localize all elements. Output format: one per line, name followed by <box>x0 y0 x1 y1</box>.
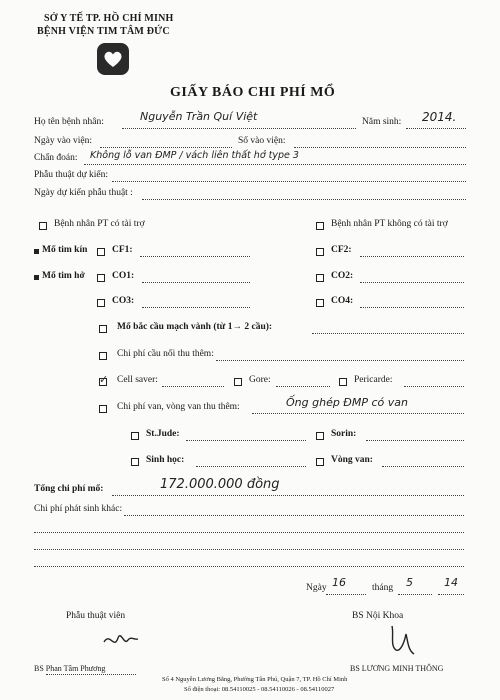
bio-line <box>196 466 306 467</box>
day-line <box>326 594 366 595</box>
ring-checkbox[interactable] <box>316 458 324 466</box>
footer-address: Số 4 Nguyễn Lương Bằng, Phường Tân Phú, Quận 7, TP. Hồ Chí Minh <box>162 676 348 683</box>
cf2-line <box>360 256 464 257</box>
month-value: 5 <box>406 576 413 589</box>
bypass-extra-label: Chi phí cầu nối thu thêm: <box>117 349 214 359</box>
surgeon-name-line <box>46 674 136 675</box>
co1-checkbox[interactable] <box>97 274 105 282</box>
valve-line <box>252 413 464 414</box>
sponsored-checkbox[interactable] <box>39 222 47 230</box>
co4-line <box>360 307 464 308</box>
extra-cost-line <box>34 549 464 550</box>
open-heart-label: Mổ tim hở <box>42 271 85 281</box>
diagnosis-value: Không lỗ van ĐMP / vách liên thất hở type 3 <box>90 150 299 161</box>
surgeon-name-text: BS Phan Tâm Phương <box>34 664 106 673</box>
extra-cost-line <box>124 515 464 516</box>
bio-label: Sinh học: <box>146 455 185 465</box>
cell-saver-line <box>162 386 224 387</box>
year-value: 14 <box>444 576 458 589</box>
planned-surgery-label: Phẫu thuật dự kiến: <box>34 170 109 180</box>
internal-name: BS LƯƠNG MINH THÔNG <box>350 664 444 673</box>
co3-checkbox[interactable] <box>97 299 105 307</box>
extra-cost-label: Chi phí phát sinh khác: <box>34 504 123 514</box>
pericarde-line <box>404 386 464 387</box>
total-value: 172.000.000 đồng <box>160 477 280 492</box>
cf2-checkbox[interactable] <box>316 248 324 256</box>
admission-date-line <box>100 147 232 148</box>
year-line <box>438 594 464 595</box>
total-label: Tổng chi phí mổ: <box>34 484 104 494</box>
unsponsored-checkbox[interactable] <box>316 222 324 230</box>
valve-checkbox[interactable] <box>99 405 107 413</box>
pericarde-checkbox[interactable] <box>339 378 347 386</box>
planned-date-line <box>142 199 466 200</box>
patient-name-line <box>122 128 356 129</box>
extra-cost-line <box>34 566 464 567</box>
surgeon-label: Phẫu thuật viên <box>66 611 126 621</box>
ring-line <box>382 466 464 467</box>
co1-label: CO1: <box>112 271 135 281</box>
bypass-line <box>312 333 464 334</box>
cf2-label: CF2: <box>331 245 352 255</box>
co1-line <box>142 282 250 283</box>
admission-date-label: Ngày vào viện: <box>34 136 93 146</box>
surgeon-signature <box>100 624 140 652</box>
bypass-label: Mổ bắc cầu mạch vành (từ 1→ 2 cầu): <box>117 322 273 332</box>
co3-line <box>142 307 250 308</box>
co2-label: CO2: <box>331 271 354 281</box>
valve-label: Chi phí van, vòng van thu thêm: <box>117 402 240 412</box>
heart-logo-icon <box>96 42 130 76</box>
co3-label: CO3: <box>112 296 135 306</box>
surgeon-name <box>34 664 105 673</box>
hospital-name: BỆNH VIỆN TIM TÂM ĐỨC <box>37 26 170 37</box>
co2-checkbox[interactable] <box>316 274 324 282</box>
month-line <box>398 594 432 595</box>
stjude-label: St.Jude: <box>146 429 180 439</box>
birth-year-line <box>406 128 466 129</box>
bypass-checkbox[interactable] <box>99 325 107 333</box>
gore-line <box>276 386 330 387</box>
co4-checkbox[interactable] <box>316 299 324 307</box>
gore-label: Gore: <box>249 375 271 385</box>
bullet-icon <box>34 249 39 254</box>
internal-signature <box>386 622 420 658</box>
total-line <box>112 495 464 496</box>
ring-label: Vòng van: <box>331 455 373 465</box>
bio-checkbox[interactable] <box>131 458 139 466</box>
record-number-line <box>294 147 466 148</box>
form-title: GIẤY BÁO CHI PHÍ MỔ <box>170 85 336 100</box>
cf1-label: CF1: <box>112 245 133 255</box>
patient-name-value: Nguyễn Trần Quí Việt <box>140 110 258 123</box>
internal-medicine-label: BS Nội Khoa <box>352 611 404 621</box>
stjude-checkbox[interactable] <box>131 432 139 440</box>
planned-date-label: Ngày dự kiến phẫu thuật : <box>34 188 133 198</box>
cell-saver-label: Cell saver: <box>117 375 158 385</box>
valve-value: Ống ghép ĐMP có van <box>286 396 408 409</box>
cf1-line <box>140 256 250 257</box>
check-mark-icon: ✓ <box>99 374 109 386</box>
planned-surgery-line <box>112 181 466 182</box>
month-label: tháng <box>372 583 394 593</box>
day-value: 16 <box>332 576 346 589</box>
co4-label: CO4: <box>331 296 354 306</box>
bypass-extra-line <box>216 360 464 361</box>
pericarde-label: Pericarde: <box>354 375 393 385</box>
stjude-line <box>186 440 306 441</box>
department-name: SỞ Y TẾ TP. HỒ CHÍ MINH <box>44 13 174 24</box>
record-number-label: Số vào viện: <box>238 136 286 146</box>
birth-year-label: Năm sinh: <box>362 117 402 127</box>
sponsored-label: Bệnh nhân PT có tài trợ <box>54 219 145 229</box>
cf1-checkbox[interactable] <box>97 248 105 256</box>
day-label: Ngày <box>306 583 327 593</box>
diagnosis-line <box>84 164 466 165</box>
bypass-extra-checkbox[interactable] <box>99 352 107 360</box>
birth-year-value: 2014. <box>422 110 457 124</box>
footer-phone: Số điện thoại: 08.54110025 - 08.54110026 - 08.54110027 <box>184 686 335 693</box>
sorin-label: Sorin: <box>331 429 357 439</box>
sorin-line <box>366 440 464 441</box>
co2-line <box>360 282 464 283</box>
extra-cost-line <box>34 532 464 533</box>
bullet-icon <box>34 275 39 280</box>
patient-name-label: Họ tên bệnh nhân: <box>34 117 104 127</box>
closed-heart-label: Mổ tim kín <box>42 245 88 255</box>
diagnosis-label: Chẩn đoán: <box>34 153 78 163</box>
gore-checkbox[interactable] <box>234 378 242 386</box>
sorin-checkbox[interactable] <box>316 432 324 440</box>
unsponsored-label: Bệnh nhân PT không có tài trợ <box>331 219 448 229</box>
